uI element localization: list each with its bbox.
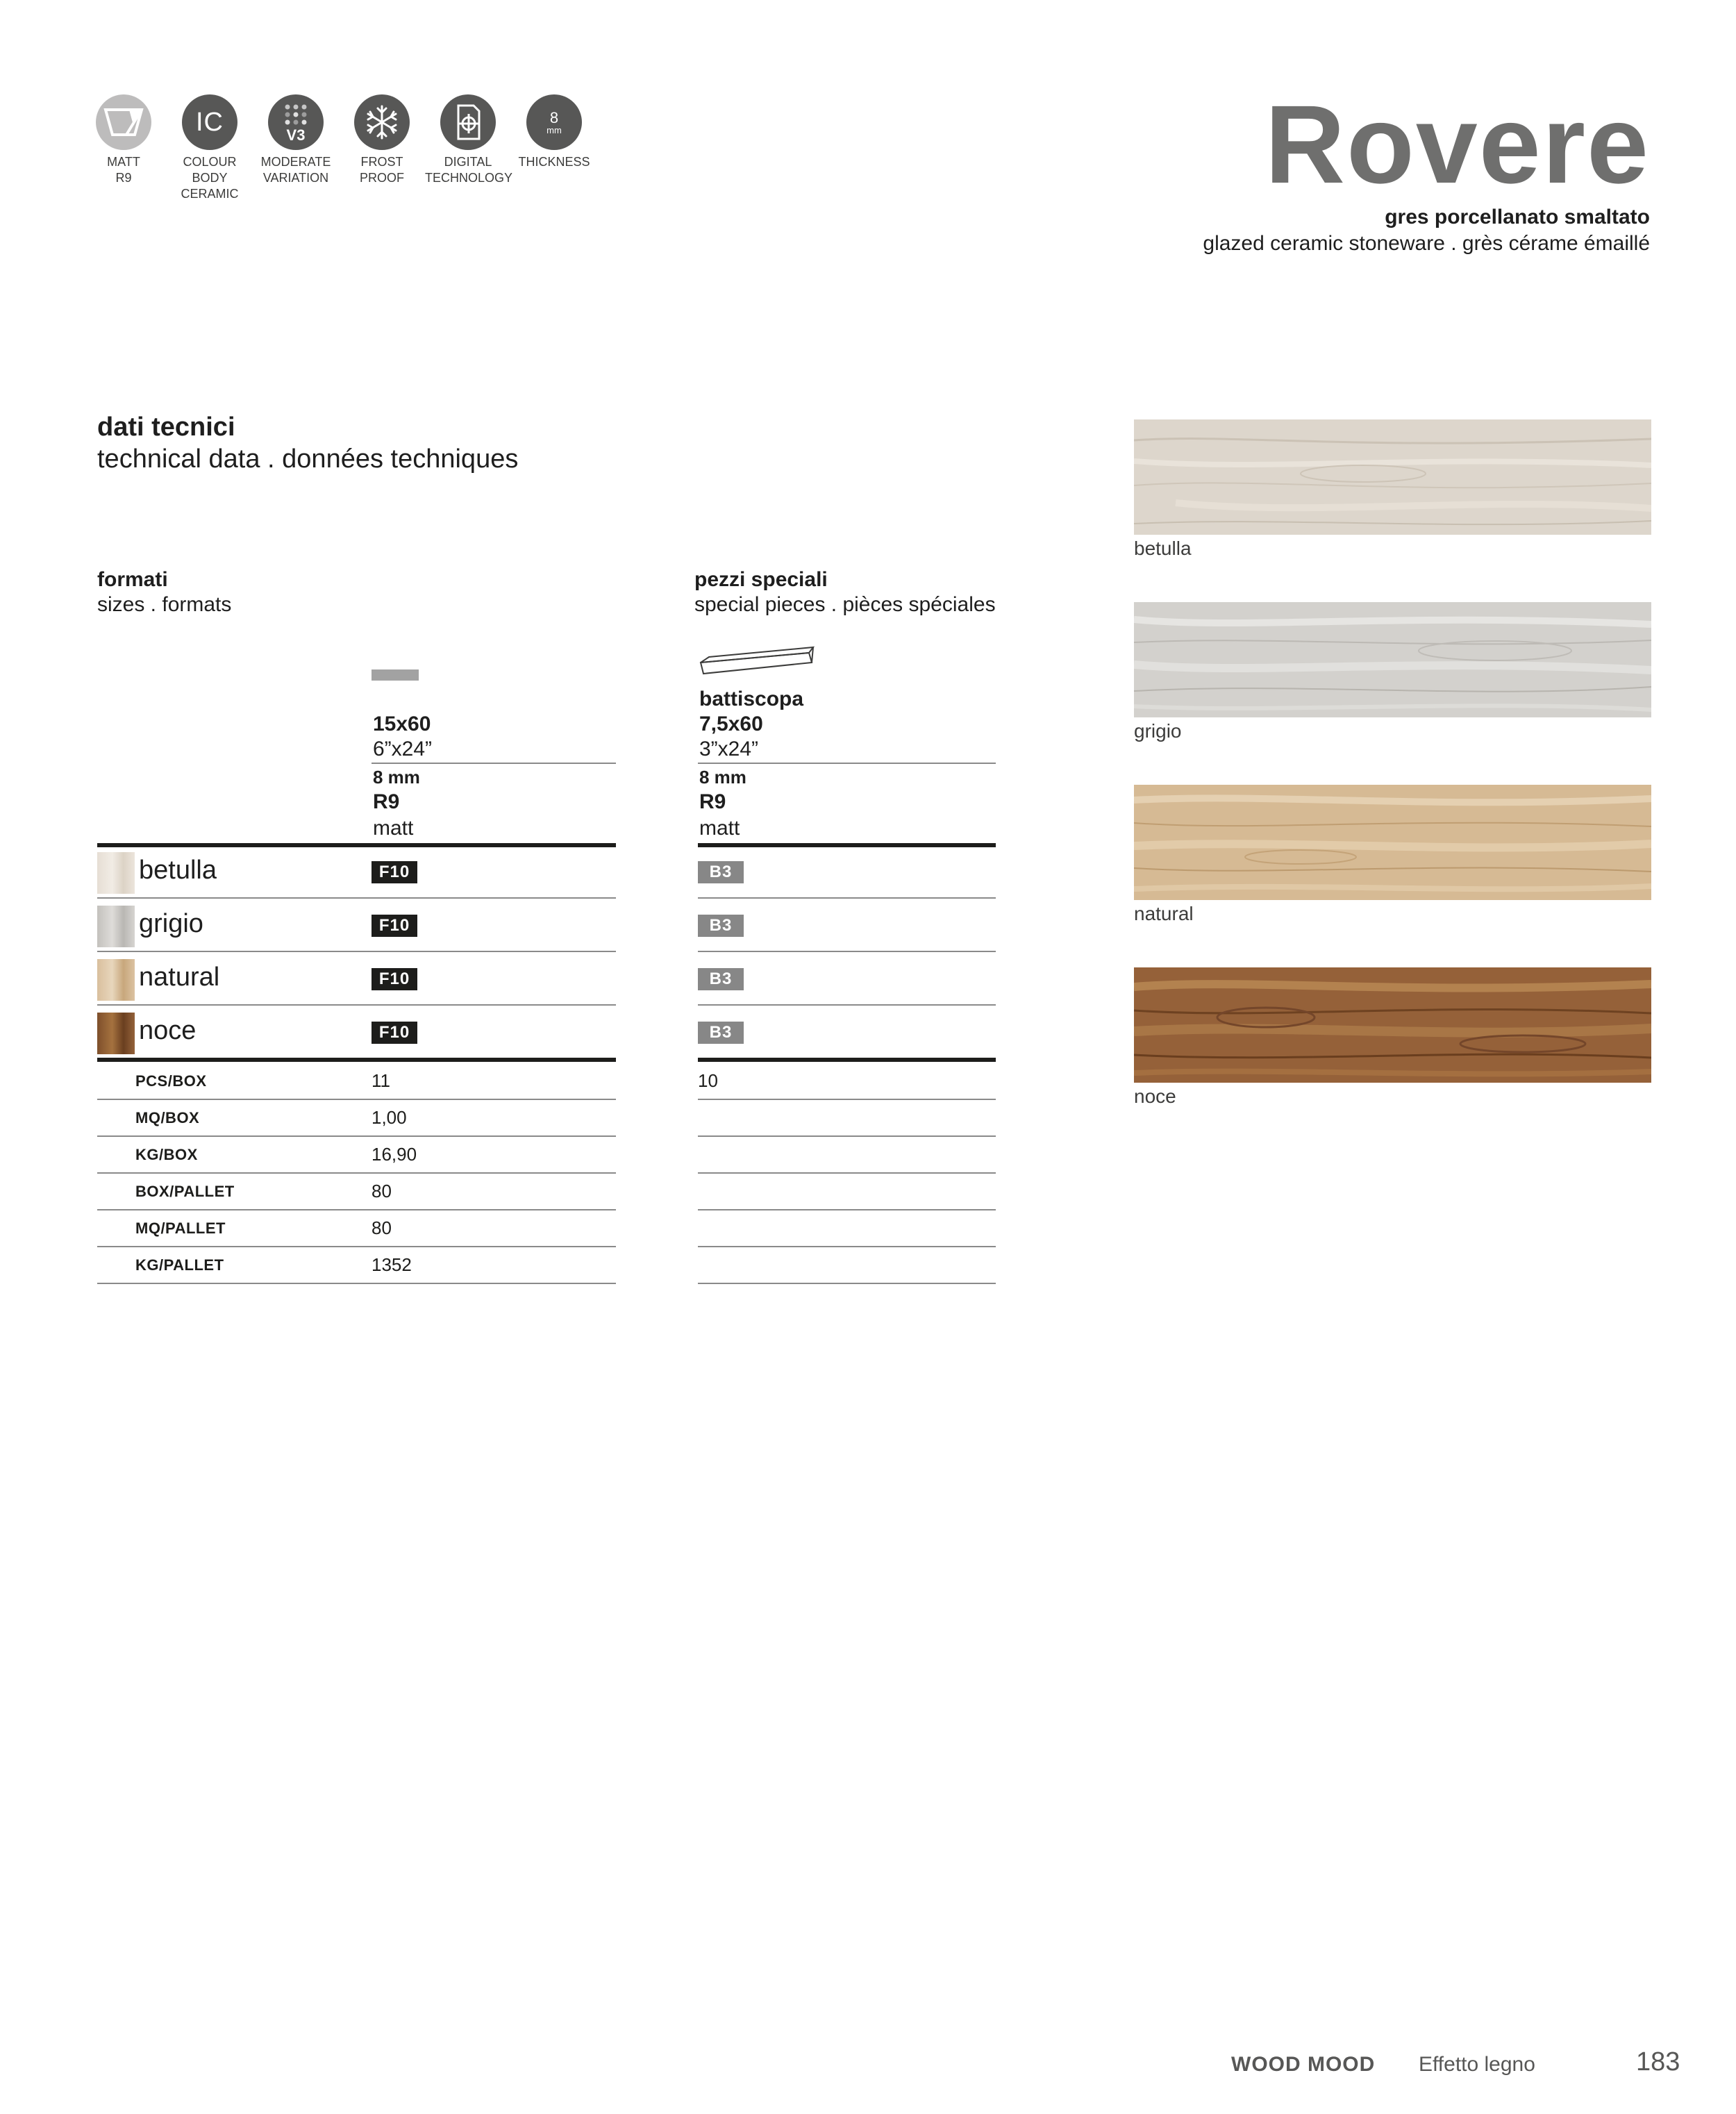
packing-label: PCS/BOX: [135, 1072, 207, 1090]
colour-name: natural: [139, 963, 220, 992]
format-size: 15x60: [373, 713, 431, 735]
feature-digital-technology: DIGITAL TECHNOLOGY: [425, 94, 511, 186]
special-code-badge: B3: [698, 968, 744, 990]
format-thickness: 8 mm: [373, 767, 420, 788]
row-divider: [698, 1246, 996, 1247]
divider: [698, 763, 996, 764]
row-divider: [97, 1135, 616, 1137]
special-pieces-heading-translation: special pieces . pièces spéciales: [694, 593, 996, 616]
subtitle-translations: glazed ceramic stoneware . grès cérame émaillé: [1203, 232, 1650, 255]
tile-label: natural: [1134, 903, 1194, 924]
format-slip-rating: R9: [373, 790, 400, 813]
packing-value: 11: [372, 1070, 390, 1091]
colour-name: grigio: [139, 909, 203, 938]
snowflake-icon: [354, 94, 410, 150]
format-code-badge: F10: [372, 1022, 417, 1044]
colour-name: noce: [139, 1016, 197, 1045]
row-divider: [97, 1099, 616, 1100]
special-piece-slip-rating: R9: [699, 790, 726, 813]
footer-category: Effetto legno: [1419, 2053, 1535, 2076]
special-piece-size: 7,5x60: [699, 713, 763, 735]
packing-value: 80: [372, 1181, 392, 1201]
variation-icon: V3: [268, 94, 324, 150]
tile-label: betulla: [1134, 538, 1192, 559]
packing-label: KG/PALLET: [135, 1256, 224, 1274]
colour-body-icon: IC: [182, 94, 237, 150]
row-divider: [698, 1004, 996, 1006]
special-code-badge: B3: [698, 861, 744, 883]
special-piece-thickness: 8 mm: [699, 767, 746, 788]
table-header-rule: [698, 843, 996, 847]
subtitle-italian: gres porcellanato smaltato: [1385, 206, 1650, 228]
formats-heading: formati: [97, 568, 168, 591]
colour-swatch-noce: [97, 1013, 135, 1054]
packing-label: MQ/PALLET: [135, 1220, 226, 1237]
page-number: 183: [1636, 2047, 1680, 2076]
row-divider: [97, 1004, 616, 1006]
special-piece-size-inch: 3”x24”: [699, 738, 759, 760]
colour-swatch-betulla: [97, 852, 135, 894]
matt-surface-icon: [96, 94, 151, 150]
colour-swatch-natural: [97, 959, 135, 1001]
special-piece-finish: matt: [699, 817, 740, 840]
row-divider: [698, 1099, 996, 1100]
footer-collection: WOOD MOOD: [1231, 2053, 1376, 2076]
thickness-icon: 8 mm: [526, 94, 582, 150]
tile-format-icon: [372, 669, 419, 681]
row-divider: [97, 1172, 616, 1174]
feature-variation: V3 MODERATE VARIATION: [253, 94, 339, 186]
special-code-badge: B3: [698, 1022, 744, 1044]
tech-heading-translation: technical data . données techniques: [97, 444, 519, 474]
tile-image-betulla: [1134, 419, 1651, 535]
table-header-rule: [97, 843, 616, 847]
format-code-badge: F10: [372, 861, 417, 883]
tech-heading: dati tecnici: [97, 413, 235, 442]
feature-thickness: 8 mm THICKNESS: [511, 94, 597, 170]
skirting-icon: [698, 642, 816, 687]
feature-colour-body: IC COLOUR BODY CERAMIC: [167, 94, 253, 202]
formats-heading-translation: sizes . formats: [97, 593, 232, 616]
packing-label: MQ/BOX: [135, 1109, 200, 1126]
row-divider: [97, 897, 616, 899]
tile-image-noce: [1134, 967, 1651, 1083]
packing-value: 1,00: [372, 1107, 407, 1128]
row-divider: [698, 1283, 996, 1284]
row-divider: [97, 951, 616, 952]
packing-value: 80: [372, 1217, 392, 1238]
special-code-badge: B3: [698, 915, 744, 937]
row-divider: [97, 1246, 616, 1247]
row-divider: [97, 1209, 616, 1210]
tile-label: noce: [1134, 1085, 1176, 1107]
special-pieces-heading: pezzi speciali: [694, 568, 828, 591]
row-divider: [698, 951, 996, 952]
row-divider: [698, 897, 996, 899]
packing-value-special: 10: [698, 1070, 718, 1091]
page-title: Rovere: [1265, 82, 1650, 206]
divider: [372, 763, 616, 764]
colour-swatch-grigio: [97, 906, 135, 947]
digital-technology-icon: [440, 94, 496, 150]
row-divider: [698, 1135, 996, 1137]
table-body-rule: [698, 1058, 996, 1062]
tile-label: grigio: [1134, 720, 1182, 742]
tile-image-grigio: [1134, 602, 1651, 717]
feature-frost-proof: FROST PROOF: [339, 94, 425, 186]
packing-label: BOX/PALLET: [135, 1183, 235, 1200]
packing-value: 1352: [372, 1254, 412, 1275]
row-divider: [698, 1172, 996, 1174]
format-size-inch: 6”x24”: [373, 738, 433, 760]
row-divider: [698, 1209, 996, 1210]
format-code-badge: F10: [372, 915, 417, 937]
row-divider: [97, 1283, 616, 1284]
table-body-rule: [97, 1058, 616, 1062]
colour-name: betulla: [139, 856, 217, 885]
special-piece-name: battiscopa: [699, 688, 804, 710]
format-finish: matt: [373, 817, 414, 840]
feature-matt: MATT R9: [81, 94, 167, 186]
packing-value: 16,90: [372, 1144, 417, 1165]
format-code-badge: F10: [372, 968, 417, 990]
packing-label: KG/BOX: [135, 1146, 198, 1163]
tile-image-natural: [1134, 785, 1651, 900]
